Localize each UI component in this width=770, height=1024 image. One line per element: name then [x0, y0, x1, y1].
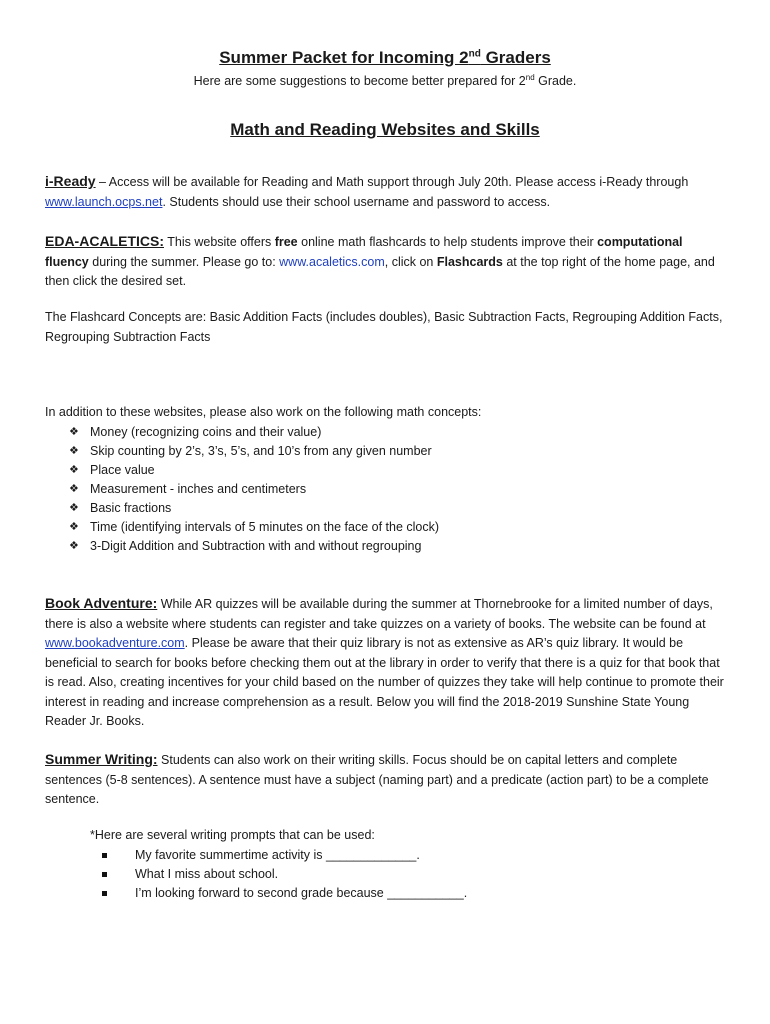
writing-prompt-text: What I miss about school. — [135, 867, 279, 881]
math-concept-text: Money (recognizing coins and their value) — [90, 425, 322, 439]
list-item — [45, 461, 725, 480]
subtitle-text: Here are some suggestions to become better prepared for 2 — [193, 74, 526, 89]
summer-writing-text: Students can also work on their writing skills. Focus should be on capital letters and complete sentences (5-8 sentences). A sentence must have a subject (naming part) and a predicate (action part) to be a complete sentence. — [45, 753, 709, 806]
math-concept-text: Basic fractions — [90, 501, 172, 515]
book-adventure-heading: Book Adventure: — [45, 595, 158, 611]
eda-text-1: This website offers — [164, 235, 275, 249]
math-concepts-list-wrap — [45, 423, 725, 556]
book-adventure-text-end: . Please be aware that their quiz library is not as extensive as AR’s quiz library. It would be beneficial to search for books before checking them out at the library in order to verify that there is a quiz for that book that is read. Also, creating incentives for your child based on the number of quizzes they take will help continue to promote their interest in reading and increase comprehension as a result. Below you will find the 2018-2019 Sunshine State Young Reader Jr. Books. — [45, 636, 724, 728]
subtitle-superscript: nd — [525, 73, 535, 82]
book-adventure-link[interactable]: www.bookadventure.com — [45, 636, 185, 650]
iready-heading: i-Ready — [45, 173, 96, 189]
diamond-bullet-icon: ❖ — [69, 521, 79, 533]
book-adventure-paragraph — [45, 594, 725, 732]
math-concepts-intro: In addition to these websites, please also work on the following math concepts: — [45, 405, 482, 419]
eda-text-4: , click on — [384, 254, 437, 269]
math-concepts-list — [45, 423, 725, 556]
math-concept-text: Skip counting by 2’s, 3’s, 5’s, and 10’s from any given number — [90, 444, 432, 458]
eda-link[interactable]: www.acaletics.com — [279, 254, 385, 269]
diamond-bullet-icon: ❖ — [69, 502, 79, 514]
page-title — [0, 48, 770, 68]
math-concept-text: Measurement - inches and centimeters — [90, 482, 307, 496]
math-concept-text: 3-Digit Addition and Subtraction with and without regrouping — [90, 539, 422, 553]
eda-text-5: at the top right of the home page, and then click the desired set. — [45, 254, 715, 288]
title-text-end: Graders — [480, 48, 551, 67]
list-item — [45, 865, 725, 884]
diamond-bullet-icon: ❖ — [69, 426, 79, 438]
eda-bold-fluency: computational fluency — [45, 235, 683, 269]
eda-text-2: online math flashcards to help students improve their — [297, 235, 598, 249]
writing-prompts-intro: *Here are several writing prompts that can be used: — [90, 828, 375, 842]
diamond-bullet-icon: ❖ — [69, 483, 79, 495]
square-bullet-icon — [102, 872, 107, 877]
flashcard-concepts: The Flashcard Concepts are: Basic Addition Facts (includes doubles), Basic Subtraction Facts, Regrouping Addition Facts, Regrouping Subtraction Facts — [45, 310, 723, 344]
diamond-bullet-icon: ❖ — [69, 464, 79, 476]
summer-writing-heading: Summer Writing: — [45, 751, 158, 767]
diamond-bullet-icon: ❖ — [69, 445, 79, 457]
book-adventure-text: While AR quizzes will be available during the summer at Thornebrooke for a limited number of days, there is also a website where students can register and take quizzes on a variety of books. The website can be found at — [45, 597, 713, 631]
page-subtitle — [0, 73, 770, 88]
eda-text-3: during the summer. Please go to: — [88, 254, 280, 269]
list-item — [45, 846, 725, 865]
title-superscript: nd — [468, 48, 481, 60]
title-text: Summer Packet for Incoming 2 — [219, 48, 469, 67]
writing-prompt-text: My favorite summertime activity is _____________. — [135, 848, 420, 862]
list-item — [45, 884, 725, 903]
iready-paragraph — [45, 172, 725, 212]
summer-writing-paragraph — [45, 750, 725, 810]
eda-heading: EDA-ACALETICS: — [45, 233, 164, 249]
section-title: Math and Reading Websites and Skills — [230, 120, 540, 139]
eda-paragraph — [45, 232, 725, 292]
list-item — [45, 423, 725, 442]
list-item — [45, 518, 725, 537]
list-item — [45, 537, 725, 556]
diamond-bullet-icon: ❖ — [69, 540, 79, 552]
square-bullet-icon — [102, 853, 107, 858]
eda-bold-flashcards: Flashcards — [436, 254, 503, 269]
writing-prompt-text: I’m looking forward to second grade because ___________. — [135, 886, 468, 900]
list-item — [45, 442, 725, 461]
writing-prompts-wrap — [45, 846, 725, 903]
list-item — [45, 499, 725, 518]
math-concept-text: Time (identifying intervals of 5 minutes on the face of the clock) — [90, 520, 440, 534]
list-item — [45, 480, 725, 499]
iready-text: – Access will be available for Reading and Math support through July 20th. Please access i-Ready through — [95, 175, 689, 189]
iready-text-end: . Students should use their school username and password to access. — [162, 194, 551, 209]
square-bullet-icon — [102, 891, 107, 896]
math-concept-text: Place value — [90, 463, 155, 477]
writing-prompts-list — [45, 846, 725, 903]
subtitle-text-end: Grade. — [534, 74, 577, 89]
iready-link[interactable]: www.launch.ocps.net — [45, 194, 163, 209]
eda-bold-free: free — [274, 235, 298, 249]
